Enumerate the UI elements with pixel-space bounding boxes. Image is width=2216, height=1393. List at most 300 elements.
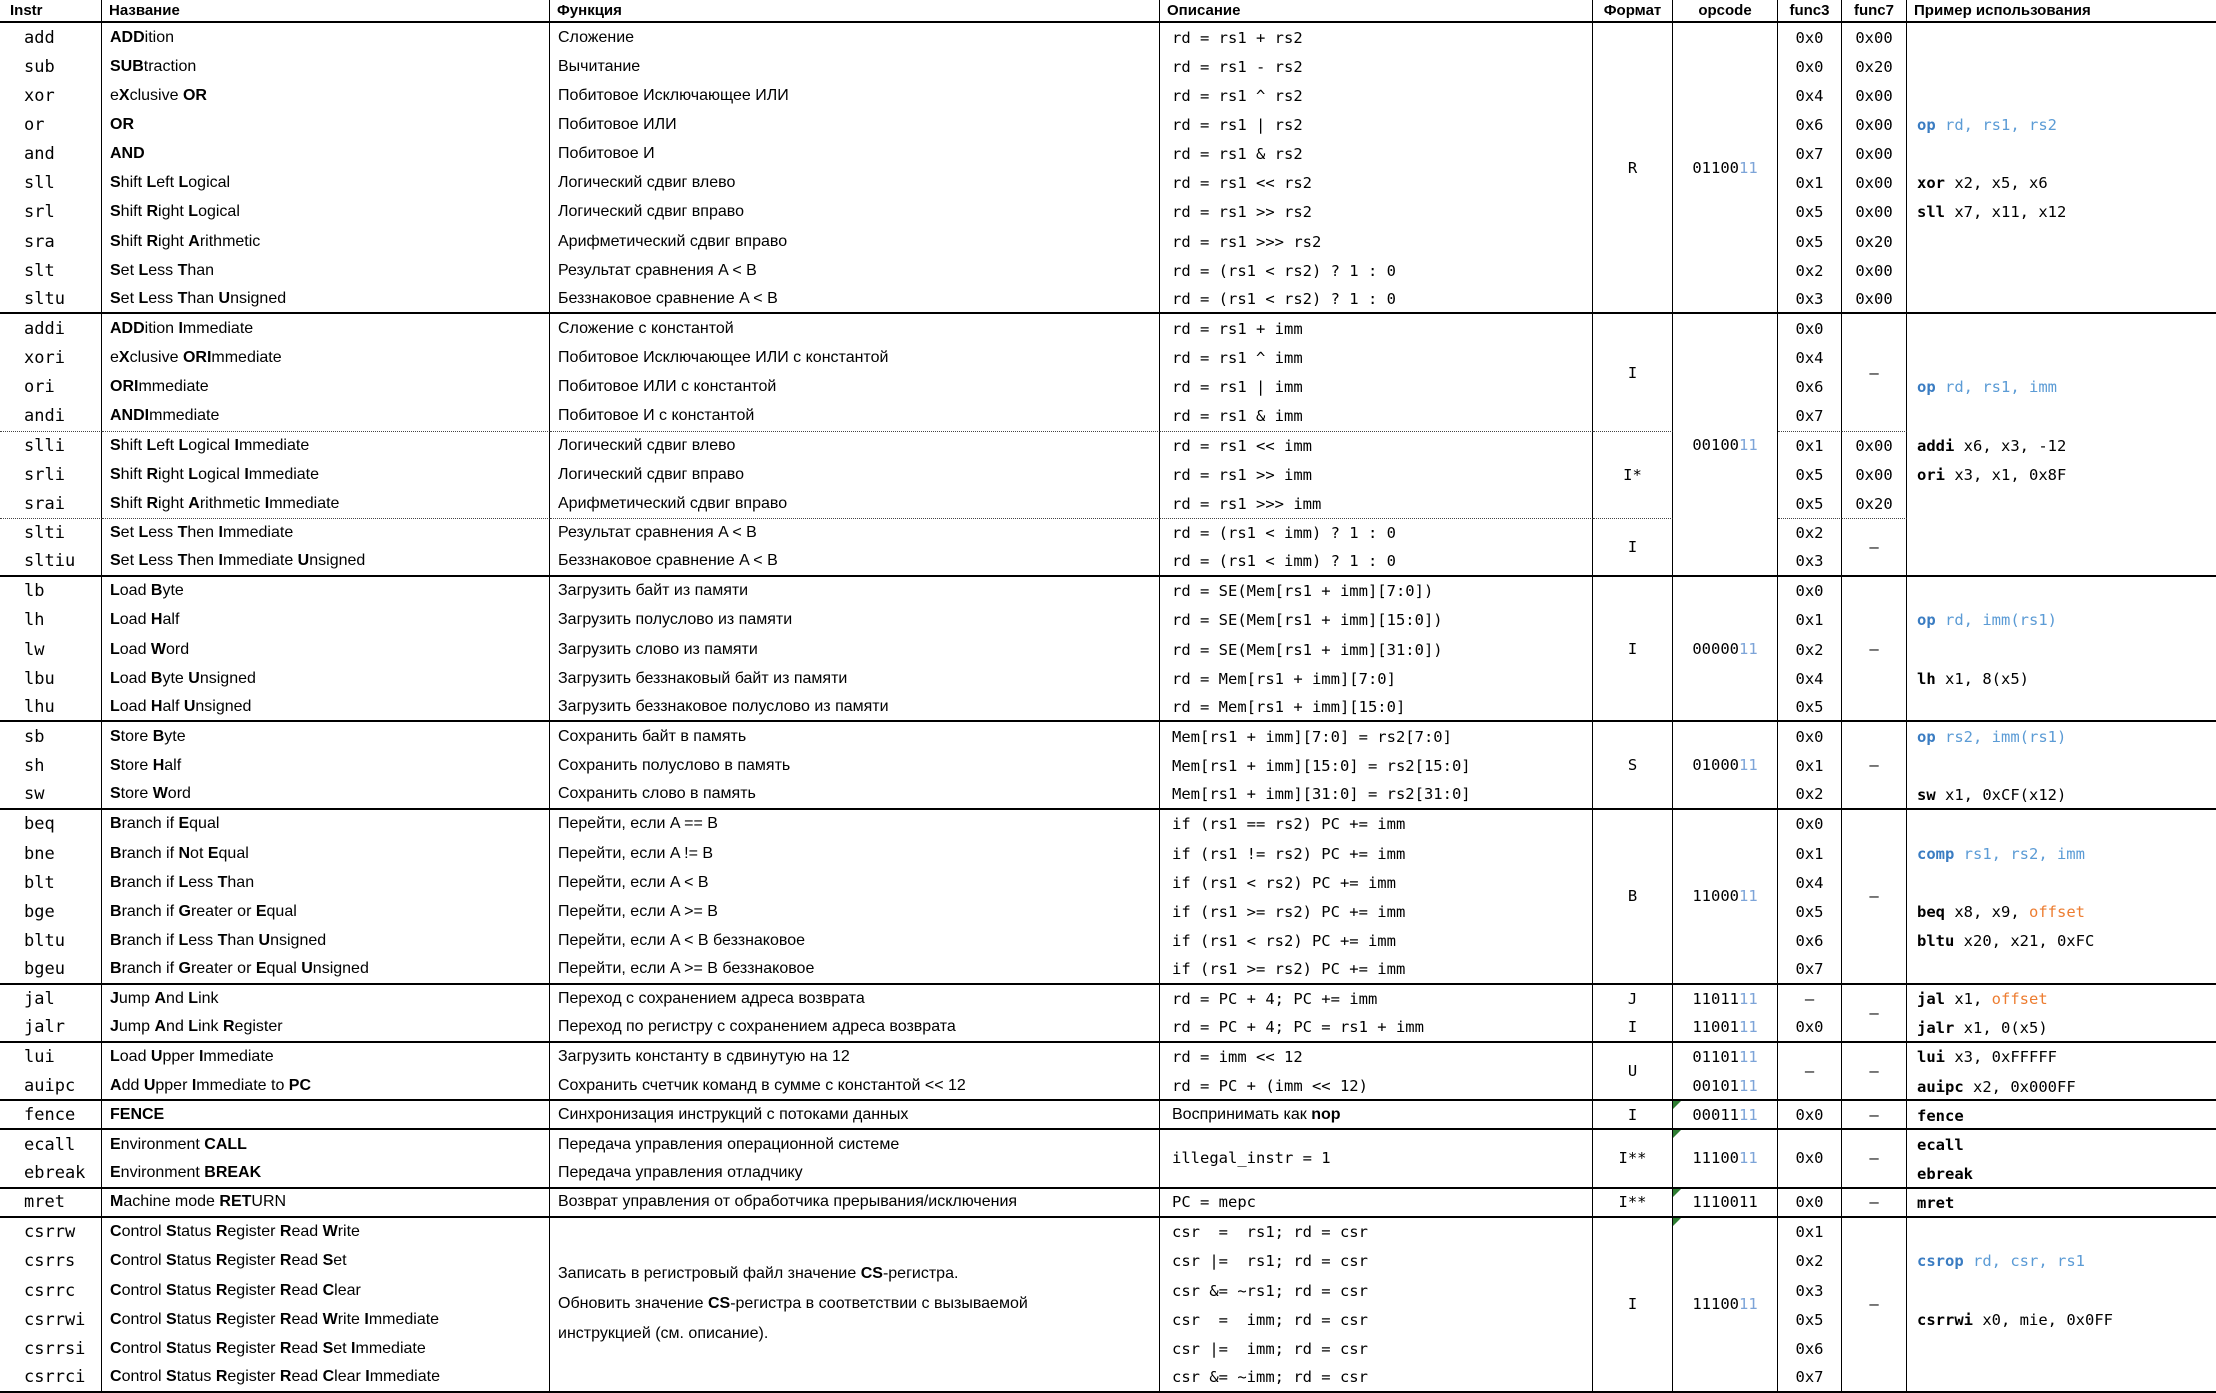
example-line-r-type-2: sll x7, x11, x12	[1917, 203, 2067, 222]
desc-srl: rd = rs1 >> rs2	[1160, 198, 1593, 227]
func-srai: Арифметический сдвиг вправо	[550, 489, 1160, 518]
desc-or: rd = rs1 | rs2	[1160, 110, 1593, 139]
opcode-r-type: 01100 11	[1673, 23, 1778, 314]
name-srl: S hift R ight L ogical	[102, 198, 550, 227]
name-xor: e X clusive OR	[102, 81, 550, 110]
examples-mret	[1907, 1189, 2216, 1218]
instr-sw: sw	[0, 781, 102, 810]
format-jalr: I	[1593, 1014, 1673, 1043]
func-lbu: Загрузить беззнаковый байт из памяти	[550, 664, 1160, 693]
name-xori: e X clusive OR I mmediate	[102, 344, 550, 373]
name-beq: B ranch if E qual	[102, 810, 550, 839]
instr-sll: sll	[0, 169, 102, 198]
instr-srai: srai	[0, 489, 102, 518]
name-csrrsi: C ontrol S tatus R egister R ead S et I mmediate	[102, 1334, 550, 1363]
func-bne: Перейти, если A != B	[550, 839, 1160, 868]
func3-lhu: 0x5	[1778, 693, 1842, 722]
func-jalr: Переход по регистру с сохранением адреса возврата	[550, 1014, 1160, 1043]
func-blt: Перейти, если A < B	[550, 868, 1160, 897]
comment-marker-icon	[1673, 1130, 1681, 1138]
example-line-branch-0: comp rs1, rs2, imm	[1917, 844, 2085, 863]
desc-jalr: rd = PC + 4; PC = rs1 + imm	[1160, 1014, 1593, 1043]
func3-andi: 0x7	[1778, 402, 1842, 431]
opcode-i-immediate: 00100 11	[1673, 314, 1778, 576]
desc-sub: rd = rs1 - rs2	[1160, 52, 1593, 81]
format-i-immediate-g2: I	[1593, 518, 1673, 576]
name-lui: L oad U pper I mmediate	[102, 1043, 550, 1072]
func7-mret-g0: –	[1842, 1189, 1907, 1218]
header-col-5: Формат	[1593, 0, 1673, 23]
func-sh: Сохранить полуслово в память	[550, 752, 1160, 781]
instr-andi: andi	[0, 402, 102, 431]
format-jal: J	[1593, 985, 1673, 1014]
example-line-r-type-0: op rd, rs1, rs2	[1917, 116, 2057, 134]
func3-sltiu: 0x3	[1778, 548, 1842, 577]
desc-sll: rd = rs1 << rs2	[1160, 169, 1593, 198]
instr-jal: jal	[0, 985, 102, 1014]
instr-ecall: ecall	[0, 1130, 102, 1159]
instr-sra: sra	[0, 227, 102, 256]
func3-srli: 0x5	[1778, 460, 1842, 489]
instr-add: add	[0, 23, 102, 52]
name-ecall: E nvironment CALL	[102, 1130, 550, 1159]
name-slli: S hift L eft L ogical I mmediate	[102, 431, 550, 460]
example-line-i-immediate-1: addi x6, x3, -12	[1917, 436, 2067, 455]
instr-csrrwi: csrrwi	[0, 1305, 102, 1334]
func3-srl: 0x5	[1778, 198, 1842, 227]
opcode-mret: 1110011	[1673, 1189, 1778, 1218]
func7-sra: 0x20	[1842, 227, 1907, 256]
example-line-upper-immediate-1: auipc x2, 0x000FF	[1917, 1077, 2076, 1096]
func3-sltu: 0x3	[1778, 285, 1842, 314]
header-col-1: Instr	[0, 0, 102, 23]
func7-jump-g0: –	[1842, 985, 1907, 1043]
format-environment-g0: I**	[1593, 1130, 1673, 1188]
func3-csrrsi: 0x6	[1778, 1334, 1842, 1363]
func3-and: 0x7	[1778, 140, 1842, 169]
func-srli: Логический сдвиг вправо	[550, 460, 1160, 489]
header-col-7: func3	[1778, 0, 1842, 23]
example-line-jump-1: jalr x1, 0(x5)	[1917, 1019, 2048, 1038]
desc-srli: rd = rs1 >> imm	[1160, 460, 1593, 489]
func3-slt: 0x2	[1778, 256, 1842, 285]
instr-csrrsi: csrrsi	[0, 1334, 102, 1363]
name-ebreak: E nvironment BREAK	[102, 1159, 550, 1188]
func-sb: Сохранить байт в память	[550, 722, 1160, 751]
func7-sll: 0x00	[1842, 169, 1907, 198]
func-xor: Побитовое Исключающее ИЛИ	[550, 81, 1160, 110]
format-store-g0: S	[1593, 722, 1673, 809]
instr-slli: slli	[0, 431, 102, 460]
instr-lw: lw	[0, 635, 102, 664]
name-sw: S tore W ord	[102, 781, 550, 810]
func3-sh: 0x1	[1778, 752, 1842, 781]
func3-xori: 0x4	[1778, 344, 1842, 373]
name-addi: ADD ition I mmediate	[102, 314, 550, 343]
func3-csrrw: 0x1	[1778, 1218, 1842, 1247]
desc-lbu: rd = Mem[rs1 + imm][7:0]	[1160, 664, 1593, 693]
name-bgeu: B ranch if G reater or E qual U nsigned	[102, 956, 550, 985]
example-line-environment-1: ebreak	[1917, 1165, 1973, 1184]
func7-sltu: 0x00	[1842, 285, 1907, 314]
instr-sub: sub	[0, 52, 102, 81]
instr-srl: srl	[0, 198, 102, 227]
examples-jump	[1907, 985, 2216, 1043]
instr-or: or	[0, 110, 102, 139]
opcode-auipc: 00101 11	[1673, 1072, 1778, 1101]
name-sb: S tore B yte	[102, 722, 550, 751]
func7-and: 0x00	[1842, 140, 1907, 169]
func7-environment-g0: –	[1842, 1130, 1907, 1188]
desc-sh: Mem[rs1 + imm][15:0] = rs2[15:0]	[1160, 752, 1593, 781]
func7-fence-g0: –	[1842, 1101, 1907, 1130]
desc-csrrci: csr &= ~imm; rd = csr	[1160, 1363, 1593, 1392]
func3-sb: 0x0	[1778, 722, 1842, 751]
desc-lui: rd = imm << 12	[1160, 1043, 1593, 1072]
example-line-csr-1: csrrwi x0, mie, 0x0FF	[1917, 1310, 2113, 1329]
func3-srai: 0x5	[1778, 489, 1842, 518]
func-lh: Загрузить полуслово из памяти	[550, 606, 1160, 635]
header-col-3: Функция	[550, 0, 1160, 23]
instr-csrrc: csrrc	[0, 1276, 102, 1305]
func3-ori: 0x6	[1778, 373, 1842, 402]
func3-fence: 0x0	[1778, 1101, 1842, 1130]
func-slli: Логический сдвиг влево	[550, 431, 1160, 460]
format-upper-immediate-g0: U	[1593, 1043, 1673, 1101]
instr-jalr: jalr	[0, 1014, 102, 1043]
desc-mret: PC = mepc	[1160, 1189, 1593, 1218]
name-lh: L oad H alf	[102, 606, 550, 635]
desc-blt: if (rs1 < rs2) PC += imm	[1160, 868, 1593, 897]
func3-jalr: 0x0	[1778, 1014, 1842, 1043]
func3-xor: 0x4	[1778, 81, 1842, 110]
func3-csrrwi: 0x5	[1778, 1305, 1842, 1334]
name-lhu: L oad H alf U nsigned	[102, 693, 550, 722]
opcode-jal: 11011 11	[1673, 985, 1778, 1014]
name-mret: M achine mode RET URN	[102, 1189, 550, 1218]
examples-r-type	[1907, 23, 2216, 314]
func3-blt: 0x4	[1778, 868, 1842, 897]
name-bge: B ranch if G reater or E qual	[102, 897, 550, 926]
func-bge: Перейти, если A >= B	[550, 897, 1160, 926]
format-i-immediate-g0: I	[1593, 314, 1673, 431]
func3-beq: 0x0	[1778, 810, 1842, 839]
func-beq: Перейти, если A == B	[550, 810, 1160, 839]
format-load-g0: I	[1593, 577, 1673, 723]
func-csr: Записать в регистровый файл значение CS-регистра. Обновить значение CS-регистра в соответствии с вызываемой инструкцией (см. описание).	[550, 1218, 1160, 1393]
desc-csrrs: csr |= rs1; rd = csr	[1160, 1247, 1593, 1276]
opcode-branch: 11000 11	[1673, 810, 1778, 985]
desc-addi: rd = rs1 + imm	[1160, 314, 1593, 343]
desc-csrrw: csr = rs1; rd = csr	[1160, 1218, 1593, 1247]
desc-sw: Mem[rs1 + imm][31:0] = rs2[31:0]	[1160, 781, 1593, 810]
opcode-lui: 01101 11	[1673, 1043, 1778, 1072]
func3-csrrci: 0x7	[1778, 1363, 1842, 1392]
func-lhu: Загрузить беззнаковое полуслово из памяти	[550, 693, 1160, 722]
desc-sltiu: rd = (rs1 < imm) ? 1 : 0	[1160, 548, 1593, 577]
func-add: Сложение	[550, 23, 1160, 52]
func-ori: Побитовое ИЛИ с константой	[550, 373, 1160, 402]
instr-sb: sb	[0, 722, 102, 751]
comment-marker-icon	[1673, 1189, 1681, 1197]
desc-bltu: if (rs1 < rs2) PC += imm	[1160, 926, 1593, 955]
instr-xor: xor	[0, 81, 102, 110]
func-lui: Загрузить константу в сдвинутую на 12	[550, 1043, 1160, 1072]
opcode-load: 00000 11	[1673, 577, 1778, 723]
func-srl: Логический сдвиг вправо	[550, 198, 1160, 227]
example-line-load-0: op rd, imm(rs1)	[1917, 611, 2057, 630]
func3-bge: 0x5	[1778, 897, 1842, 926]
name-and: AND	[102, 140, 550, 169]
instr-blt: blt	[0, 868, 102, 897]
desc-and: rd = rs1 & rs2	[1160, 140, 1593, 169]
func-ecall: Передача управления операционной системе	[550, 1130, 1160, 1159]
func7-load-g0: –	[1842, 577, 1907, 723]
instr-fence: fence	[0, 1101, 102, 1130]
format-csr-g0: I	[1593, 1218, 1673, 1393]
func3-sub: 0x0	[1778, 52, 1842, 81]
func3-sra: 0x5	[1778, 227, 1842, 256]
examples-i-immediate	[1907, 314, 2216, 576]
instr-csrrs: csrrs	[0, 1247, 102, 1276]
func3-or: 0x6	[1778, 110, 1842, 139]
func3-slli: 0x1	[1778, 431, 1842, 460]
header-col-8: func7	[1842, 0, 1907, 23]
func3-csrrs: 0x2	[1778, 1247, 1842, 1276]
name-sll: S hift L eft L ogical	[102, 169, 550, 198]
instr-lh: lh	[0, 606, 102, 635]
desc-lh: rd = SE(Mem[rs1 + imm][15:0])	[1160, 606, 1593, 635]
name-fence: FENCE	[102, 1101, 550, 1130]
instr-beq: beq	[0, 810, 102, 839]
desc-ori: rd = rs1 | imm	[1160, 373, 1593, 402]
instr-bne: bne	[0, 839, 102, 868]
name-slt: S et L ess T han	[102, 256, 550, 285]
desc-srai: rd = rs1 >>> imm	[1160, 489, 1593, 518]
func3-environment: 0x0	[1778, 1130, 1842, 1188]
desc-lhu: rd = Mem[rs1 + imm][15:0]	[1160, 693, 1593, 722]
func3-lbu: 0x4	[1778, 664, 1842, 693]
func-sll: Логический сдвиг влево	[550, 169, 1160, 198]
func-fence: Синхронизация инструкций с потоками данных	[550, 1101, 1160, 1130]
desc-slt: rd = (rs1 < rs2) ? 1 : 0	[1160, 256, 1593, 285]
opcode-store: 01000 11	[1673, 722, 1778, 809]
func-sltu: Беззнаковое сравнение A < B	[550, 285, 1160, 314]
func7-add: 0x00	[1842, 23, 1907, 52]
examples-store	[1907, 722, 2216, 809]
func3-csrrc: 0x3	[1778, 1276, 1842, 1305]
format-fence-g0: I	[1593, 1101, 1673, 1130]
instr-sltiu: sltiu	[0, 548, 102, 577]
name-sra: S hift R ight A rithmetic	[102, 227, 550, 256]
func3-bgeu: 0x7	[1778, 956, 1842, 985]
func-bltu: Перейти, если A < B беззнаковое	[550, 926, 1160, 955]
instr-ori: ori	[0, 373, 102, 402]
name-sltu: S et L ess T han U nsigned	[102, 285, 550, 314]
name-csrrc: C ontrol S tatus R egister R ead C lear	[102, 1276, 550, 1305]
func3-sw: 0x2	[1778, 781, 1842, 810]
func7-upper-immediate-g0: –	[1842, 1043, 1907, 1101]
instr-ebreak: ebreak	[0, 1159, 102, 1188]
example-line-branch-2: bltu x20, x21, 0xFC	[1917, 931, 2095, 950]
func7-or: 0x00	[1842, 110, 1907, 139]
func3-sll: 0x1	[1778, 169, 1842, 198]
desc-beq: if (rs1 == rs2) PC += imm	[1160, 810, 1593, 839]
func7-store-g0: –	[1842, 722, 1907, 809]
example-line-r-type-1: xor x2, x5, x6	[1917, 174, 2048, 193]
example-line-load-1: lh x1, 8(x5)	[1917, 669, 2029, 688]
name-blt: B ranch if L ess T han	[102, 868, 550, 897]
examples-branch	[1907, 810, 2216, 985]
func-or: Побитовое ИЛИ	[550, 110, 1160, 139]
func-auipc: Сохранить счетчик команд в сумме с константой << 12	[550, 1072, 1160, 1101]
desc-slli: rd = rs1 << imm	[1160, 431, 1593, 460]
name-andi: AND I mmediate	[102, 402, 550, 431]
comment-marker-icon	[1673, 1218, 1681, 1226]
func3-addi: 0x0	[1778, 314, 1842, 343]
instr-lui: lui	[0, 1043, 102, 1072]
name-lb: L oad B yte	[102, 577, 550, 606]
name-srli: S hift R ight L ogical I mmediate	[102, 460, 550, 489]
instr-csrrw: csrrw	[0, 1218, 102, 1247]
example-line-upper-immediate-0: lui x3, 0xFFFFF	[1917, 1048, 2057, 1067]
desc-sb: Mem[rs1 + imm][7:0] = rs2[7:0]	[1160, 722, 1593, 751]
func-bgeu: Перейти, если A >= B беззнаковое	[550, 956, 1160, 985]
func-sra: Арифметический сдвиг вправо	[550, 227, 1160, 256]
instr-mret: mret	[0, 1189, 102, 1218]
name-or: OR	[102, 110, 550, 139]
desc-bge: if (rs1 >= rs2) PC += imm	[1160, 897, 1593, 926]
comment-marker-icon	[1673, 1101, 1681, 1109]
opcode-fence: 00011 11	[1673, 1101, 1778, 1130]
func3-jal: –	[1778, 985, 1842, 1014]
func7-srl: 0x00	[1842, 198, 1907, 227]
format-r-type-g0: R	[1593, 23, 1673, 314]
func-slt: Результат сравнения A < B	[550, 256, 1160, 285]
func-mret: Возврат управления от обработчика прерывания/исключения	[550, 1189, 1160, 1218]
opcode-jalr: 11001 11	[1673, 1014, 1778, 1043]
header-col-2: Название	[102, 0, 550, 23]
name-bltu: B ranch if L ess T han U nsigned	[102, 926, 550, 955]
func-sltiu: Беззнаковое сравнение A < B	[550, 548, 1160, 577]
desc-bne: if (rs1 != rs2) PC += imm	[1160, 839, 1593, 868]
instr-xori: xori	[0, 344, 102, 373]
desc-auipc: rd = PC + (imm << 12)	[1160, 1072, 1593, 1101]
func-and: Побитовое И	[550, 140, 1160, 169]
name-ori: OR I mmediate	[102, 373, 550, 402]
example-line-i-immediate-2: ori x3, x1, 0x8F	[1917, 465, 2067, 484]
instr-bltu: bltu	[0, 926, 102, 955]
opcode-environment: 11100 11	[1673, 1130, 1778, 1188]
func3-lh: 0x1	[1778, 606, 1842, 635]
func7-slli: 0x00	[1842, 431, 1907, 460]
header-col-9: Пример использования	[1907, 0, 2216, 23]
instr-auipc: auipc	[0, 1072, 102, 1101]
examples-environment	[1907, 1130, 2216, 1188]
opcode-csr: 11100 11	[1673, 1218, 1778, 1393]
format-branch-g0: B	[1593, 810, 1673, 985]
name-csrrwi: C ontrol S tatus R egister R ead W rite I mmediate	[102, 1305, 550, 1334]
func3-lb: 0x0	[1778, 577, 1842, 606]
name-lbu: L oad B yte U nsigned	[102, 664, 550, 693]
desc-jal: rd = PC + 4; PC += imm	[1160, 985, 1593, 1014]
func3-add: 0x0	[1778, 23, 1842, 52]
name-csrrw: C ontrol S tatus R egister R ead W rite	[102, 1218, 550, 1247]
desc-csrrc: csr &= ~rs1; rd = csr	[1160, 1276, 1593, 1305]
func7-sub: 0x20	[1842, 52, 1907, 81]
func3-upper-immediate: –	[1778, 1043, 1842, 1101]
name-srai: S hift R ight A rithmetic I mmediate	[102, 489, 550, 518]
desc-slti: rd = (rs1 < imm) ? 1 : 0	[1160, 518, 1593, 547]
example-line-environment-0: ecall	[1917, 1135, 1964, 1154]
example-line-branch-1: beq x8, x9, offset	[1917, 902, 2085, 921]
example-line-i-immediate-0: op rd, rs1, imm	[1917, 378, 2057, 397]
instr-and: and	[0, 140, 102, 169]
desc-lw: rd = SE(Mem[rs1 + imm][31:0])	[1160, 635, 1593, 664]
desc-fence: Воспринимать как nop	[1160, 1101, 1593, 1130]
example-line-mret-0: mret	[1917, 1194, 1955, 1213]
desc-csrrwi: csr = imm; rd = csr	[1160, 1305, 1593, 1334]
example-line-store-0: op rs2, imm(rs1)	[1917, 727, 2067, 746]
func7-srai: 0x20	[1842, 489, 1907, 518]
func7-xor: 0x00	[1842, 81, 1907, 110]
name-add: ADD ition	[102, 23, 550, 52]
desc-andi: rd = rs1 & imm	[1160, 402, 1593, 431]
desc-xor: rd = rs1 ^ rs2	[1160, 81, 1593, 110]
func-xori: Побитовое Исключающее ИЛИ с константой	[550, 344, 1160, 373]
desc-xori: rd = rs1 ^ imm	[1160, 344, 1593, 373]
format-mret-g0: I**	[1593, 1189, 1673, 1218]
func3-bne: 0x1	[1778, 839, 1842, 868]
func-sw: Сохранить слово в память	[550, 781, 1160, 810]
instr-lhu: lhu	[0, 693, 102, 722]
func-ebreak: Передача управления отладчику	[550, 1159, 1160, 1188]
func-sub: Вычитание	[550, 52, 1160, 81]
examples-fence	[1907, 1101, 2216, 1130]
func-lw: Загрузить слово из памяти	[550, 635, 1160, 664]
name-sh: S tore H alf	[102, 752, 550, 781]
func3-mret: 0x0	[1778, 1189, 1842, 1218]
instr-lb: lb	[0, 577, 102, 606]
name-auipc: A dd U pper I mmediate to PC	[102, 1072, 550, 1101]
format-i-immediate-g1: I*	[1593, 431, 1673, 518]
func7-i-immediate-g0: –	[1842, 314, 1907, 431]
instr-addi: addi	[0, 314, 102, 343]
name-jal: J ump A nd L ink	[102, 985, 550, 1014]
name-sltiu: S et L ess T hen I mmediate U nsigned	[102, 548, 550, 577]
name-csrrs: C ontrol S tatus R egister R ead S et	[102, 1247, 550, 1276]
name-bne: B ranch if N ot E qual	[102, 839, 550, 868]
header-col-6: opcode	[1673, 0, 1778, 23]
func7-csr-g0: –	[1842, 1218, 1907, 1393]
instr-bgeu: bgeu	[0, 956, 102, 985]
instr-sltu: sltu	[0, 285, 102, 314]
examples-upper-immediate	[1907, 1043, 2216, 1101]
func7-srli: 0x00	[1842, 460, 1907, 489]
func7-i-immediate-g2: –	[1842, 518, 1907, 576]
name-slti: S et L ess T hen I mmediate	[102, 518, 550, 547]
example-line-store-1: sw x1, 0xCF(x12)	[1917, 786, 2067, 805]
example-line-fence-0: fence	[1917, 1106, 1964, 1125]
desc-environment: illegal_instr = 1	[1160, 1130, 1593, 1188]
example-line-jump-0: jal x1, offset	[1917, 990, 2048, 1009]
name-lw: L oad W ord	[102, 635, 550, 664]
name-sub: SUB traction	[102, 52, 550, 81]
func-jal: Переход с сохранением адреса возврата	[550, 985, 1160, 1014]
instr-srli: srli	[0, 460, 102, 489]
name-jalr: J ump A nd L ink R egister	[102, 1014, 550, 1043]
desc-lb: rd = SE(Mem[rs1 + imm][7:0])	[1160, 577, 1593, 606]
